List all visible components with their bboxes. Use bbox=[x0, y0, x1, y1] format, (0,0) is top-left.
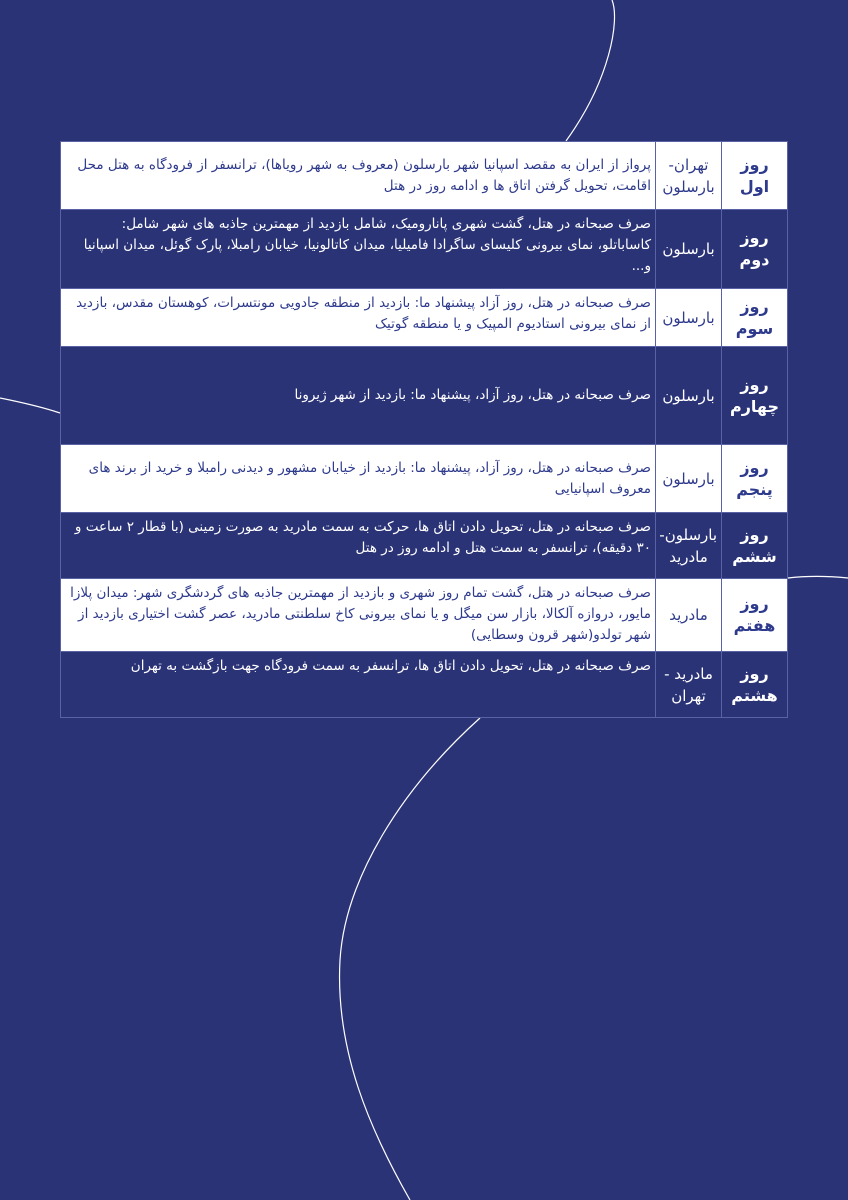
day-cell: روز هشتم bbox=[722, 652, 788, 718]
table-row bbox=[61, 142, 788, 210]
city-cell: بارسلون- مادرید bbox=[656, 513, 722, 579]
description-cell: صرف صبحانه در هتل، گشت تمام روز شهری و بازدید از مهمترین جاذبه های گردشگری شهر: میدان پلازا مایور، دروازه آلکالا، بازار سن میگل و یا نمای بیرونی کاخ سلطنتی مادرید، عصر گشت اختیاری بازدید از شهر تولدو(شهر قرون وسطایی) bbox=[61, 579, 656, 652]
day-cell: روز ششم bbox=[722, 513, 788, 579]
background-arc-right bbox=[788, 577, 848, 579]
city-cell: مادرید bbox=[656, 579, 722, 652]
background-arc-bottom bbox=[340, 718, 480, 1200]
table-row bbox=[61, 445, 788, 513]
description-cell: صرف صبحانه در هتل، تحویل دادن اتاق ها، ترانسفر به سمت فرودگاه جهت بازگشت به تهران bbox=[61, 652, 656, 718]
city-cell: بارسلون bbox=[656, 210, 722, 289]
description-cell: صرف صبحانه در هتل، گشت شهری پانارومیک، شامل بازدید از مهمترین جاذبه های شهر شامل: کاساباتلو، نمای بیرونی کلیسای ساگرادا فامیلیا، میدان کاتالونیا، خیابان رامبلا، پارک گوئل، میدان اسپانیا و... bbox=[61, 210, 656, 289]
day-cell: روز چهارم bbox=[722, 347, 788, 445]
day-cell: روز هفتم bbox=[722, 579, 788, 652]
itinerary-table bbox=[60, 141, 788, 718]
table-row bbox=[61, 210, 788, 289]
city-cell: تهران- بارسلون bbox=[656, 142, 722, 210]
day-cell: روز پنجم bbox=[722, 445, 788, 513]
day-cell: روز دوم bbox=[722, 210, 788, 289]
background-arc-top bbox=[566, 0, 615, 141]
day-cell: روز اول bbox=[722, 142, 788, 210]
city-cell: بارسلون bbox=[656, 289, 722, 347]
city-cell: بارسلون bbox=[656, 445, 722, 513]
description-cell: صرف صبحانه در هتل، روز آزاد پیشنهاد ما: بازدید از منطقه جادویی مونتسرات، کوهستان مقدس، بازدید از نمای بیرونی استادیوم المپیک و یا منطقه گوتیک bbox=[61, 289, 656, 347]
city-cell: بارسلون bbox=[656, 347, 722, 445]
description-cell: پرواز از ایران به مقصد اسپانیا شهر بارسلون (معروف به شهر رویاها)، ترانسفر از فرودگاه به هتل محل اقامت، تحویل گرفتن اتاق ها و ادامه روز در هتل bbox=[61, 142, 656, 210]
table-row bbox=[61, 347, 788, 445]
table-row bbox=[61, 513, 788, 579]
city-cell: مادرید - تهران bbox=[656, 652, 722, 718]
description-cell: صرف صبحانه در هتل، روز آزاد، پیشنهاد ما: بازدید از شهر ژیرونا bbox=[61, 347, 656, 445]
table-row bbox=[61, 652, 788, 718]
table-row bbox=[61, 289, 788, 347]
description-cell: صرف صبحانه در هتل، روز آزاد، پیشنهاد ما: بازدید از خیابان مشهور و دیدنی رامبلا و خرید از برند های معروف اسپانیایی bbox=[61, 445, 656, 513]
day-cell: روز سوم bbox=[722, 289, 788, 347]
description-cell: صرف صبحانه در هتل، تحویل دادن اتاق ها، حرکت به سمت مادرید به صورت زمینی (با قطار ۲ ساعت و ۳۰ دقیقه)، ترانسفر به سمت هتل و ادامه روز در هتل bbox=[61, 513, 656, 579]
table-row bbox=[61, 579, 788, 652]
background-arc-left bbox=[0, 398, 60, 413]
